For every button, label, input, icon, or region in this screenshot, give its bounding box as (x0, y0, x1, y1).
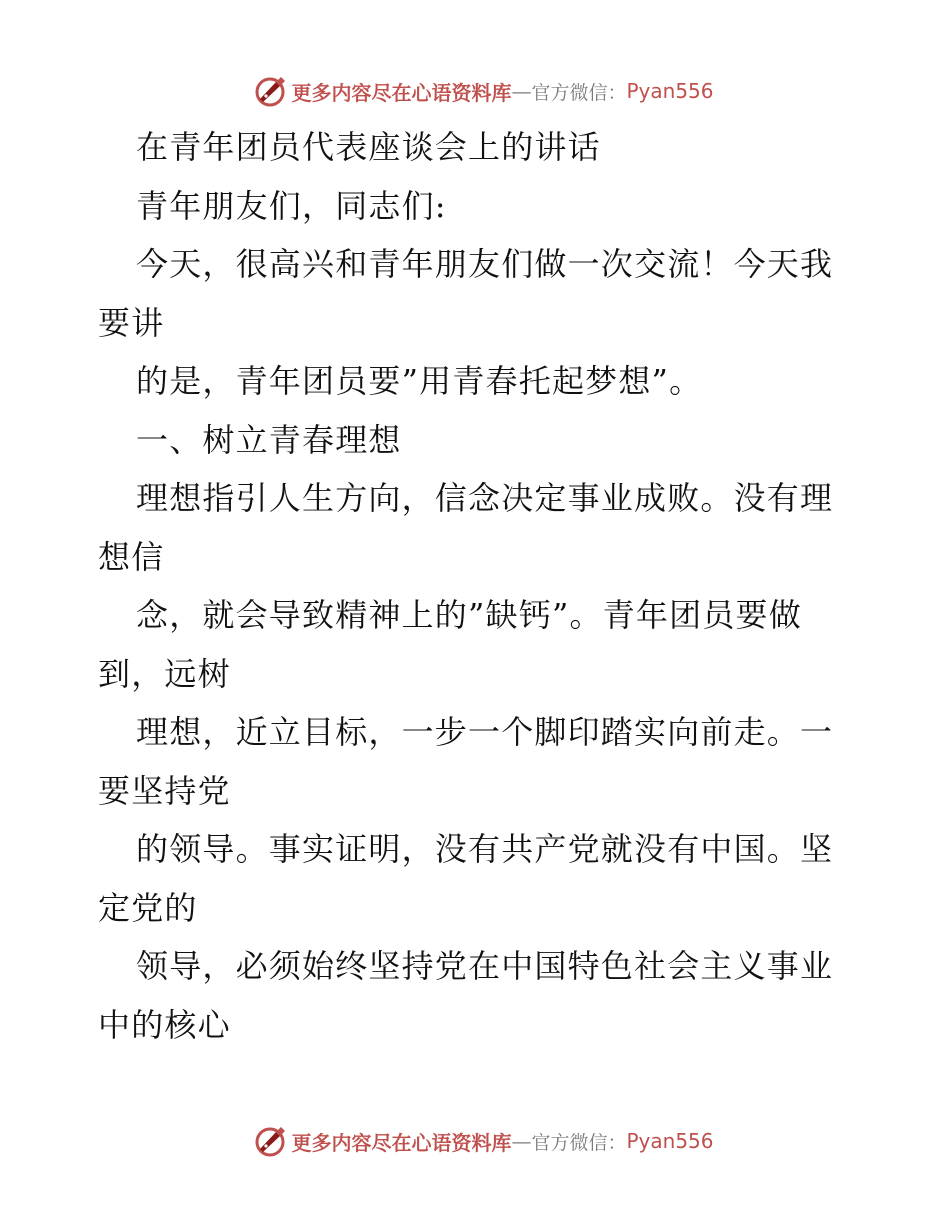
body-line: 理想，近立目标，一步一个脚印踏实向前走。一 (136, 713, 834, 751)
header-dash: — (511, 79, 532, 103)
salutation: 青年朋友们，同志们: (136, 186, 447, 225)
footer-wechat-id: Pyan556 (626, 1129, 714, 1153)
header-banner (0, 71, 950, 111)
footer-dash: — (511, 1129, 532, 1153)
body-line: 的是，青年团员要”用青春托起梦想”。 (136, 362, 703, 400)
document-title: 在青年团员代表座谈会上的讲话 (136, 128, 601, 166)
document-body (98, 118, 858, 1054)
body-line: 到，远树 (98, 654, 231, 693)
body-line: 的领导。事实证明，没有共产党就没有中国。坚 (136, 830, 834, 868)
footer-banner-inner (252, 1123, 713, 1159)
body-line: 中的核心 (98, 1005, 231, 1044)
footer-site-text: 更多内容尽在心语资料库 (291, 1130, 512, 1155)
header-site-text: 更多内容尽在心语资料库 (291, 80, 512, 105)
header-wechat-label: 官方微信： (531, 81, 627, 104)
body-line: 理想指引人生方向，信念决定事业成败。没有理 (136, 479, 834, 517)
body-line: 要讲 (98, 303, 165, 342)
footer-wechat-label: 官方微信： (531, 1131, 627, 1154)
body-line: 要坚持党 (98, 771, 231, 810)
body-line: 念，就会导致精神上的”缺钙”。青年团员要做 (136, 596, 802, 634)
body-line: 今天，很高兴和青年朋友们做一次交流！今天我 (136, 245, 834, 283)
header-wechat-id: Pyan556 (626, 79, 714, 103)
fountain-pen-logo-icon (252, 73, 288, 109)
header-banner-inner (252, 73, 713, 109)
footer-banner (0, 1121, 950, 1161)
body-line: 想信 (98, 537, 165, 576)
section-heading: 一、树立青春理想 (136, 420, 402, 459)
fountain-pen-logo-icon (252, 1123, 288, 1159)
body-line: 定党的 (98, 888, 198, 927)
body-line: 领导，必须始终坚持党在中国特色社会主义事业 (136, 947, 834, 985)
